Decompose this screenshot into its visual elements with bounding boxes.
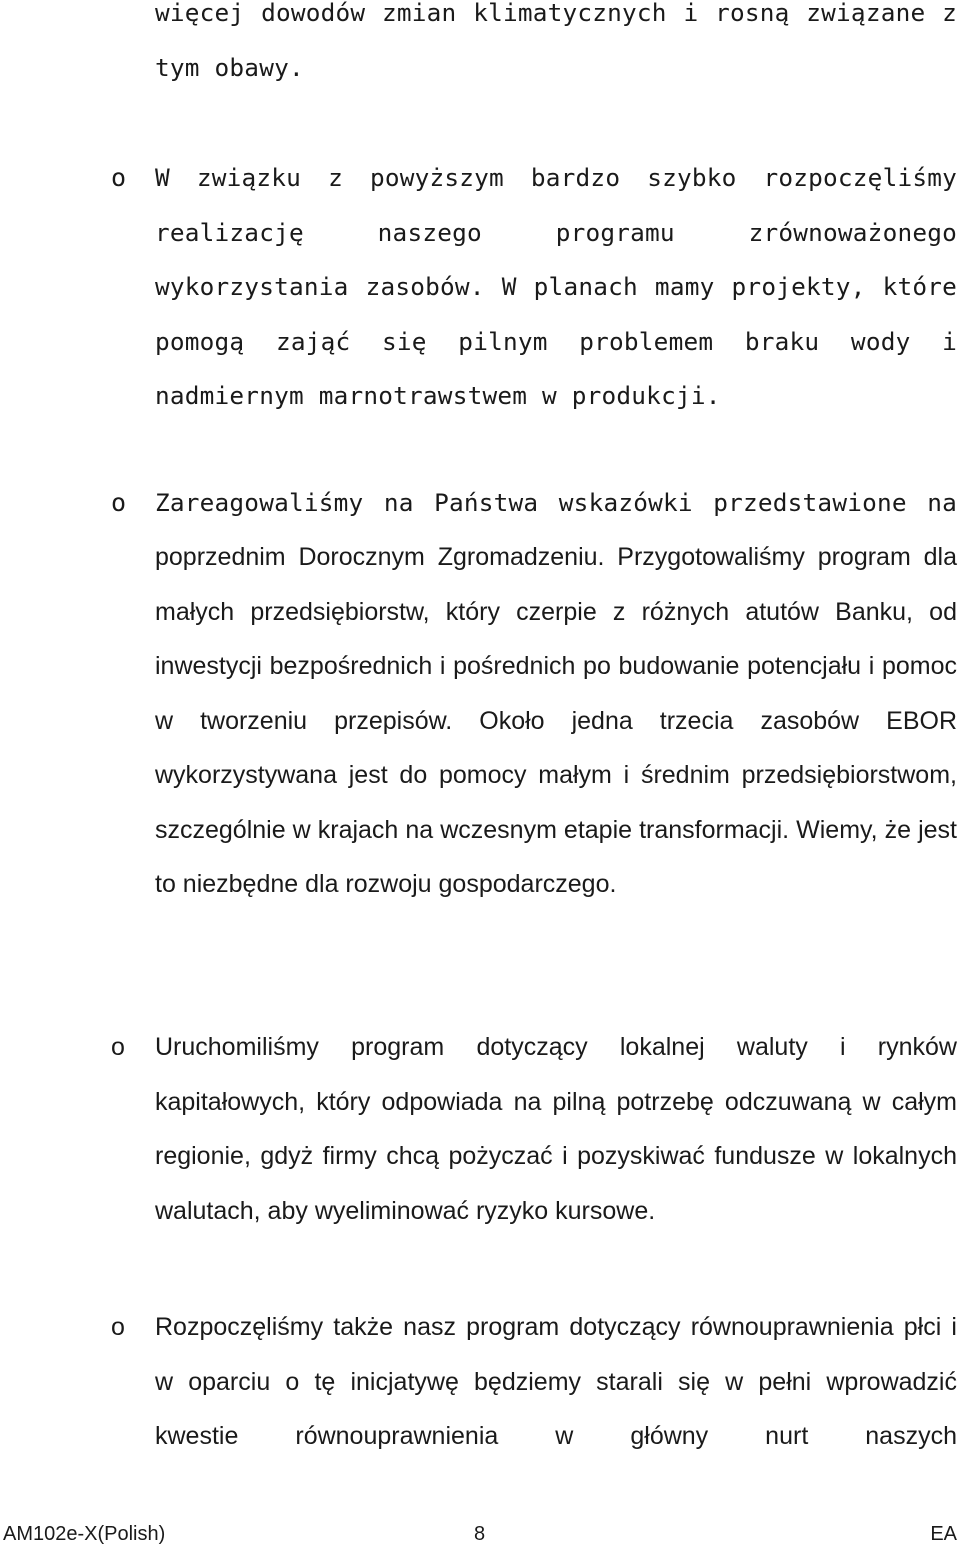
document-code: AM102e-X(Polish): [3, 1523, 166, 1545]
bullet-marker: o: [111, 488, 127, 517]
paragraph-local-currency: Uruchomiliśmy program dotyczący lokalnej waluty i rynków kapitałowych, który odpowiada na pilną potrzebę odczuwaną w całym regionie, gdyż firmy chcą pożyczać i pozyskiwać fundusze w lokalnych walutach, aby wyeliminować ryzyko kursowe.: [155, 1033, 957, 1225]
paragraph-small-business: poprzednim Dorocznym Zgromadzeniu. Przygotowaliśmy program dla małych przedsiębiorstw, który czerpie z różnych atutów Banku, od inwestycji bezpośrednich i pośrednich po budowanie potencjału i pomoc w tworzeniu przepisów. Około jedna trzecia zasobów EBOR wykorzystywana jest do pomocy małym i średnim przedsiębiorstwom, szczególnie w krajach na wczesnym etapie transformacji. Wiemy, że jest to niezbędne dla rozwoju gospodarczego.: [155, 543, 957, 898]
paragraph-gender-equality: Rozpoczęliśmy także nasz program dotyczący równouprawnienia płci i w oparciu o tę inicjatywę będziemy starali się w pełni wprowadzić kwestie równouprawnienia w główny nurt naszych: [155, 1313, 957, 1450]
paragraph-continuation: więcej dowodów zmian klimatycznych i rosną związane z tym obawy.: [155, 0, 957, 82]
page-number: 8: [474, 1523, 486, 1545]
page-footer: [0, 1520, 960, 1548]
bullet-marker: o: [111, 163, 127, 192]
paragraph-water-program: W związku z powyższym bardzo szybko rozpoczęliśmy realizację naszego programu zrównoważonego wykorzystania zasobów. W planach mamy projekty, które pomogą zająć się pilnym problemem braku wody i nadmiernym marnotrawstwem w produkcji.: [155, 163, 957, 410]
paragraph-small-business-lead: Zareagowaliśmy na Państwa wskazówki przedstawione na: [155, 488, 957, 517]
bullet-marker: o: [111, 1033, 125, 1061]
organization-code: EA: [930, 1523, 957, 1545]
bullet-marker: o: [111, 1313, 125, 1341]
